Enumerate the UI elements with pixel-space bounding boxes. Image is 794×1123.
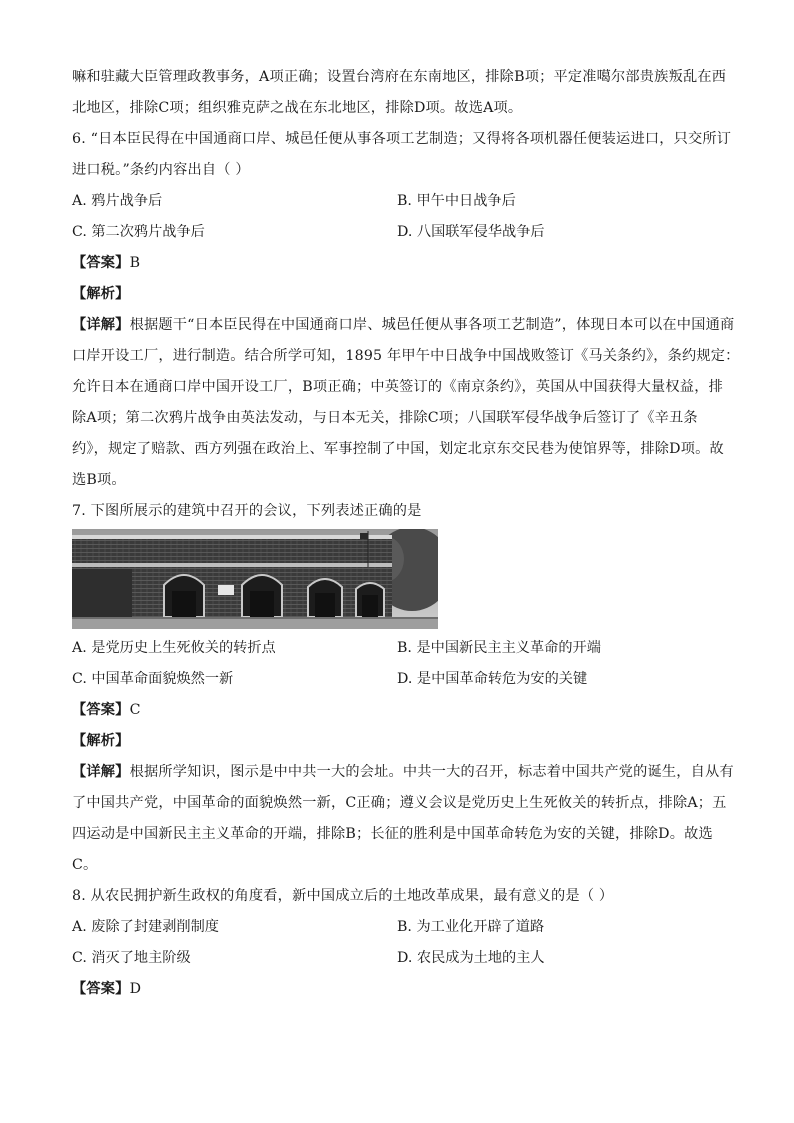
answer-tag: 【答案】 [72, 702, 130, 718]
detail-text: 约》，规定了赔款、西方列强在政治上、军事控制了中国，划定北京东交民巷为使馆界等，排除D项。故 [72, 441, 724, 457]
question-6-options-row [72, 217, 724, 248]
building-photo-graphic [72, 529, 438, 629]
detail-text: 除A项；第二次鸦片战争由英法发动，与日本无关，排除C项；八国联军侵华战争后签订了《辛丑条 [72, 410, 698, 426]
option-c: C. 中国革命面貌焕然一新 [72, 671, 234, 687]
question-6-answer [72, 248, 724, 279]
analysis-tag: 【解析】 [72, 286, 130, 302]
text-line: 嘛和驻藏大臣管理政教事务，A项正确；设置台湾府在东南地区，排除B项；平定准噶尔部贵族叛乱在西 [72, 69, 727, 85]
question-7-options-row [72, 664, 724, 695]
answer-tag: 【答案】 [72, 981, 130, 997]
option-c: C. 第二次鸦片战争后 [72, 224, 205, 240]
detail-text: 允许日本在通商口岸中国开设工厂，B项正确；中英签订的《南京条约》，英国从中国获得大量权益，排 [72, 379, 723, 395]
option-b: B. 甲午中日战争后 [397, 193, 516, 209]
detail-tag: 【详解】 [72, 764, 130, 780]
question-6-stem: 进口税。”条约内容出自（ ） [72, 162, 250, 178]
detail-tag: 【详解】 [72, 317, 130, 333]
question-7-detail [72, 757, 734, 881]
detail-text: 四运动是中国新民主主义革命的开端，排除B；长征的胜利是中国革命转危为安的关键，排除D。故选 [72, 826, 713, 842]
answer-value: B [129, 255, 141, 271]
question-8-options-row [72, 943, 724, 974]
answer-tag: 【答案】 [72, 255, 130, 271]
question-6-options-row [72, 186, 724, 217]
answer-value: C [129, 702, 141, 718]
analysis-tag: 【解析】 [72, 733, 130, 749]
detail-text: 根据题干“日本臣民得在中国通商口岸、城邑任便从事各项工艺制造”，体现日本可以在中国通商 [129, 317, 735, 333]
answer-value: D [129, 981, 142, 997]
detail-text: 根据所学知识，图示是中中共一大的会址。中共一大的召开，标志着中国共产党的诞生，自从有 [129, 764, 734, 780]
question-6-analysis [72, 279, 724, 310]
option-c: C. 消灭了地主阶级 [72, 950, 191, 966]
option-b: B. 为工业化开辟了道路 [397, 919, 545, 935]
question-6-detail [72, 310, 740, 496]
detail-text: C。 [72, 857, 98, 873]
question-7-stem: 7. 下图所展示的建筑中召开的会议，下列表述正确的是 [72, 503, 422, 519]
question-7-answer [72, 695, 724, 726]
option-b: B. 是中国新民主主义革命的开端 [397, 640, 601, 656]
text-line: 北地区，排除C项；组织雅克萨之战在东北地区，排除D项。故选A项。 [72, 100, 523, 116]
option-d: D. 农民成为土地的主人 [397, 950, 545, 966]
question-8-stem: 8. 从农民拥护新生政权的角度看，新中国成立后的土地改革成果，最有意义的是（ ） [72, 888, 614, 904]
question-7-options-row [72, 633, 724, 664]
detail-text: 了中国共产党，中国革命的面貌焕然一新，C正确；遵义会议是党历史上生死攸关的转折点，排除A；五 [72, 795, 727, 811]
question-8-answer [72, 974, 724, 1005]
detail-text: 选B项。 [72, 472, 126, 488]
detail-text: 口岸开设工厂，进行制造。结合所学可知，1895 年甲午中日战争中国战败签订《马关条约》，条约规定： [72, 348, 740, 364]
option-a: A. 鸦片战争后 [72, 193, 163, 209]
question-6-stem: 6. “日本臣民得在中国通商口岸、城邑任便从事各项工艺制造；又得将各项机器任便装运进口，只交所订 [72, 131, 732, 147]
option-a: A. 是党历史上生死攸关的转折点 [72, 640, 276, 656]
question-7-analysis [72, 726, 724, 757]
building-photo [72, 529, 438, 629]
document-page [72, 62, 740, 1005]
question-8-options-row [72, 912, 724, 943]
option-a: A. 废除了封建剥削制度 [72, 919, 219, 935]
option-d: D. 八国联军侵华战争后 [397, 224, 545, 240]
option-d: D. 是中国革命转危为安的关键 [397, 671, 588, 687]
